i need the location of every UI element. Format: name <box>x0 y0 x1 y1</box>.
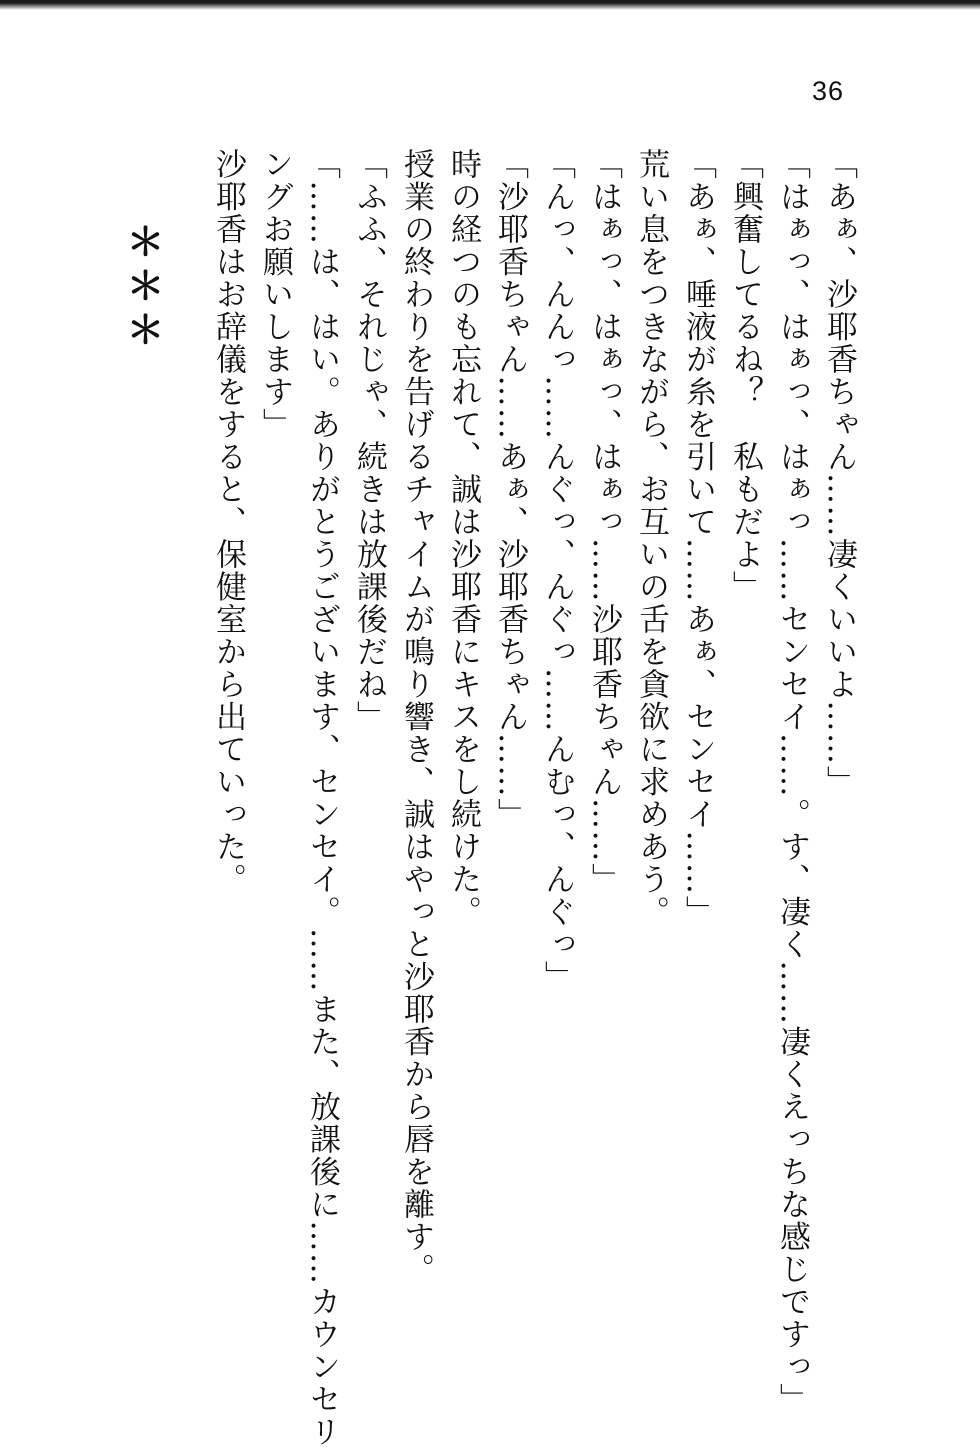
text-line: 「んっ、んんっ……んぐっ、んぐっ……んむっ、んぐっ」 <box>539 148 575 993</box>
page-number: 36 <box>812 76 845 106</box>
vertical-text-body <box>210 148 857 1448</box>
text-line: 「あぁ、唾液が糸を引いて……あぁ、センセイ……」 <box>680 148 716 928</box>
text-line: 「興奮してるね？ 私もだよ」 <box>727 148 763 603</box>
text-line: ングお願いします」 <box>257 148 293 441</box>
top-edge-rule <box>0 0 980 10</box>
scene-separator: ＊＊＊ <box>120 222 164 354</box>
text-line: 「はぁっ、はぁっ、はぁっ……センセイ……。す、凄く……凄くえっちな感じですっ」 <box>774 148 810 1416</box>
text-line: 「沙耶香ちゃん……あぁ、沙耶香ちゃん……」 <box>492 148 528 831</box>
text-line: 「はぁっ、はぁっ、はぁっ……沙耶香ちゃん……」 <box>586 148 622 896</box>
text-line: 時の経つのも忘れて、誠は沙耶香にキスをし続けた。 <box>445 148 481 928</box>
text-line: 「あぁ、沙耶香ちゃん……凄くいいよ……」 <box>821 148 857 798</box>
text-line: 沙耶香はお辞儀をすると、保健室から出ていった。 <box>210 148 246 896</box>
text-line: 授業の終わりを告げるチャイムが鳴り響き、誠はやっと沙耶香から唇を離す。 <box>398 148 434 1286</box>
text-line: 「ふふ、それじゃ、続きは放課後だね」 <box>351 148 387 733</box>
text-line: 「……は、はい。ありがとうございます、センセイ。……また、放課後に……カウンセリ <box>304 148 340 1448</box>
text-line: 荒い息をつきながら、お互いの舌を貪欲に求めあう。 <box>633 148 669 928</box>
